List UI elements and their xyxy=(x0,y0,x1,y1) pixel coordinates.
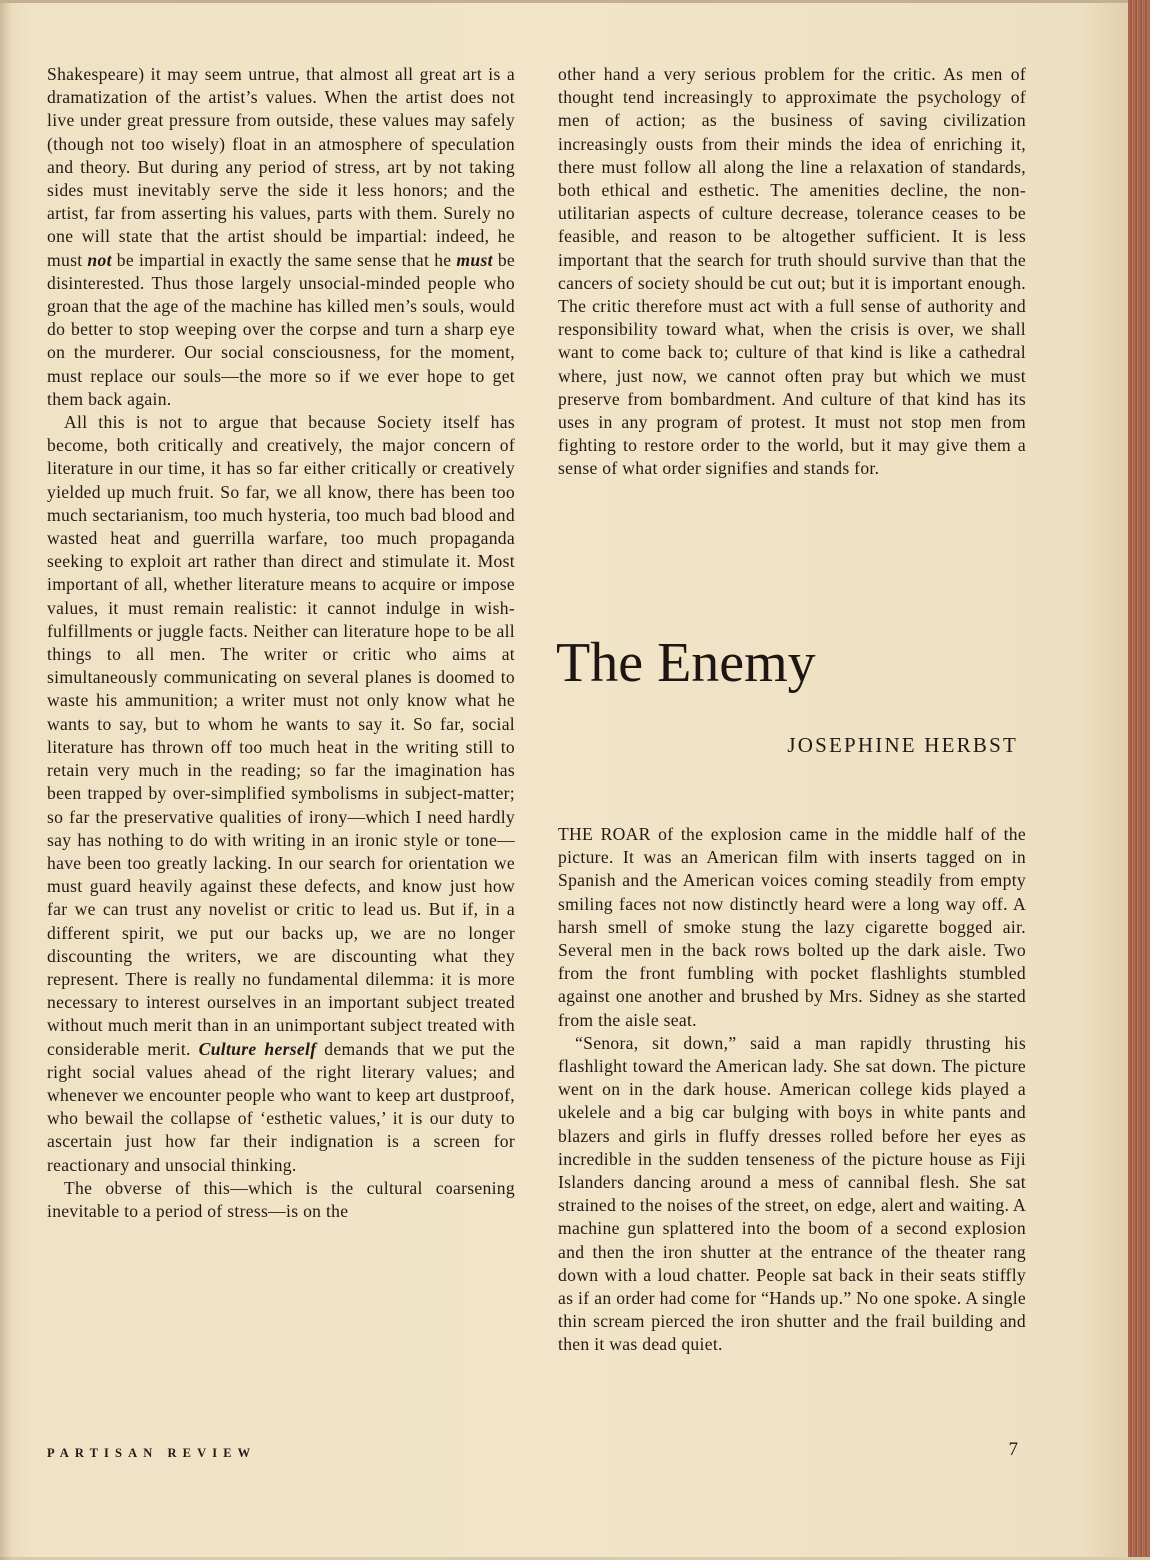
binding-shadow xyxy=(0,3,12,1560)
left-paragraph-2 xyxy=(47,411,515,1177)
left-column xyxy=(47,63,515,1223)
page-number: 7 xyxy=(1008,1439,1018,1460)
emphasis-must: must xyxy=(456,249,493,270)
journal-name-footer: PARTISAN REVIEW xyxy=(47,1446,257,1460)
story-column xyxy=(558,823,1026,1357)
left-p1-end: be disinterested. Thus those largely unsocial-minded people who groan that the age of the machine has killed men’s souls, would do better to stop weeping over the corpse and turn a sharp eye on the murderer. Our social consciousness, for the moment, must replace our souls—the more so if we ever hope to get them back again. xyxy=(47,249,516,409)
page-stack-edge xyxy=(1128,0,1150,1557)
left-paragraph-3: The obverse of this—which is the cultural coarsening inevitable to a period of stress—is on the xyxy=(47,1177,515,1221)
left-p1-mid: be impartial in exactly the same sense that he xyxy=(116,249,452,270)
article-author: JOSEPHINE HERBST xyxy=(787,733,1018,757)
right-column xyxy=(558,63,1026,481)
left-p2-text: All this is not to argue that because Society itself has become, both critically and creatively, the major concern of literature in our time, it has so far either critically or creatively yielded up much fruit. So far, we all know, there has been too much sectarianism, too much hysteria, too much bad blood and wasted heat and guerrilla warfare, too much propaganda seeking to exploit art rather than direct and stimulate it. Most important of all, whether literature means to acquire or impose values, it must remain realistic: it cannot indulge in wish-fulfillments or juggle facts. Neither can literature hope to be all things to all men. The writer or critic who aims at simultaneously communicating on several planes is doomed to waste his ammunition; a writer must not only know what he wants to say, but to whom he wants to say it. So far, social literature has thrown off too much heat in the writing still to retain very much in the reading; so far the imagination has been trapped by over-simplified symbolisms in subject-matter; so far the preservative qualities of irony—which I need hardly say has nothing to do with writing in an ironic style or tone—have been too greatly lacking. In our search for orientation we must guard heavily against these defects, and know just how far we can trust any novelist or critic to lead us. But if, in a different spirit, we put our backs up, we are no longer discounting the writers, we are discounting what they represent. There is really no fundamental dilemma: it is more necessary to interest ourselves in an important subject treated without much merit than in an unimportant subject treated with considerable merit. xyxy=(47,412,515,1059)
left-p1-text: Shakespeare) it may seem untrue, that almost all great art is a dramatization of the artist’s values. When the artist does not live under great pressure from outside, these values may safely (though not too wisely) float in an atmosphere of speculation and theory. But during any period of stress, art by not taking sides must inevitably serve the side it less honors; and the artist, far from asserting his values, parts with them. Surely no one will state that the artist should be impartial: indeed, he must xyxy=(47,64,515,270)
left-paragraph-1 xyxy=(47,63,515,411)
right-paragraph-1: other hand a very serious problem for the critic. As men of thought tend increasingly to approximate the psychology of men of action; as the business of saving civilization increasingly ousts from their minds the idea of enriching it, there must follow all along the line a relaxation of standards, both ethical and esthetic. The amenities decline, the non-utilitarian aspects of culture decrease, tolerance ceases to be feasible, and reason to be altogether sufficient. It is less important that the search for truth should survive than that the cancers of society should be cut out; but it is important enough. The critic therefore must act with a full sense of authority and responsibility toward what, when the crisis is over, we shall want to come back to; culture of that kind is like a cathedral where, just now, we cannot often pray but which we must preserve from bombardment. And culture of that kind has its uses in any program of protest. It must not stop men from fighting to restore order to the world, but it may give them a sense of what order signifies and stands for. xyxy=(558,64,1026,479)
left-p2-end: demands that we put the right social values ahead of the right literary values; and whenever we encounter people who want to keep art dustproof, who bewail the collapse of ‘esthetic values,’ it is our duty to ascertain just how far their indignation is a screen for reactionary and unsocial thinking. xyxy=(47,1038,516,1175)
story-paragraph-2: “Senora, sit down,” said a man rapidly thrusting his flashlight toward the American lady. She sat down. The picture went on in the dark house. American college kids played a ukelele and a big car bulging with boys in white pants and blazers and girls in fluffy dresses rolled before her eyes as incredible in the sudden tenseness of the picture house as Fiji Islanders dancing around a mess of cannibal flesh. She sat strained to the noises of the street, on edge, alert and waiting. A machine gun splattered into the boom of a second explosion and then the iron shutter at the entrance of the theater rang down with a loud chatter. People sat back in their seats stiffly as if an order had come for “Hands up.” No one spoke. A single thin scream pierced the iron shutter and the frail building and then it was dead quiet. xyxy=(558,1032,1026,1355)
story-paragraph-1: THE ROAR of the explosion came in the middle half of the picture. It was an American film with inserts tagged on in Spanish and the American voices coming steadily from empty smiling faces not now distinctly heard were a long way off. A harsh smell of smoke stung the lazy cigarette bogged air. Several men in the back rows bolted up the dark aisle. Two from the front fumbling with pocket flashlights stumbled against one another and brushed by Mrs. Sidney as she started from the aisle seat. xyxy=(558,824,1026,1030)
article-title: The Enemy xyxy=(556,632,816,694)
emphasis-not: not xyxy=(87,249,112,270)
emphasis-culture-herself: Culture herself xyxy=(198,1038,317,1059)
